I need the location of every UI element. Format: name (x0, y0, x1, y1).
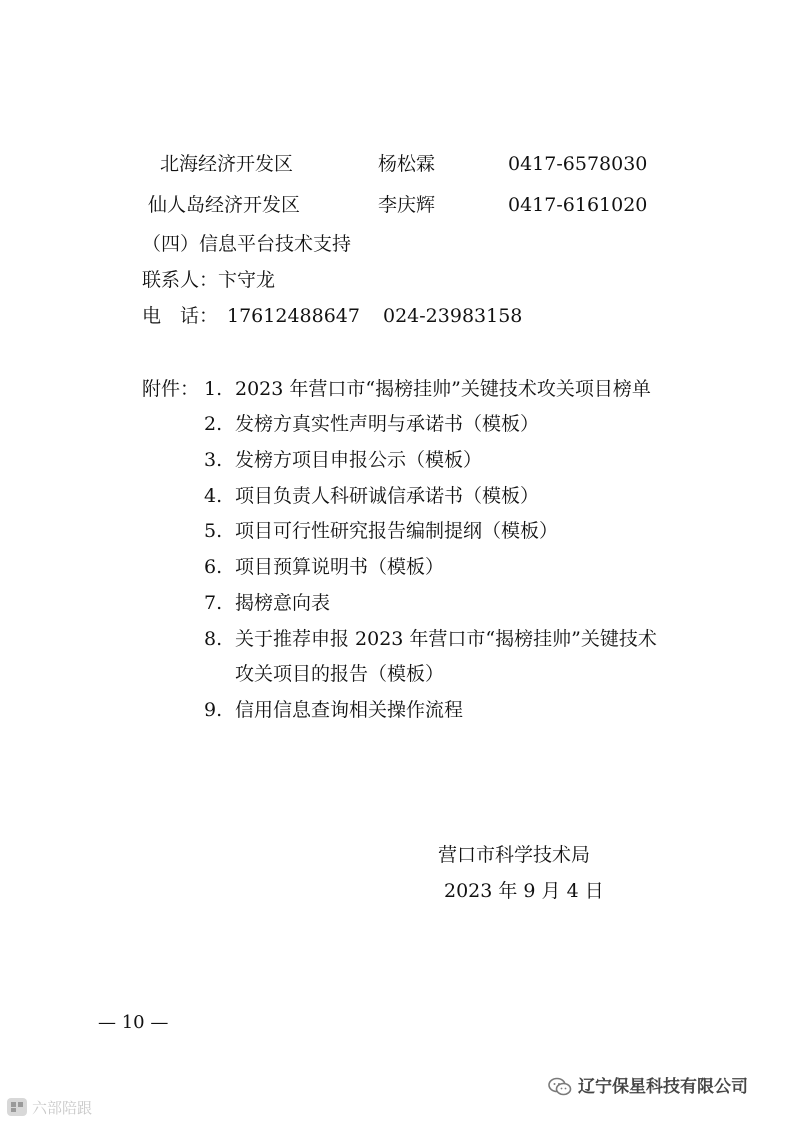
attachment-title-continued: 攻关项目的报告（模板） (235, 663, 445, 685)
contact-phone: 0417-6161020 (508, 194, 648, 216)
attachment-number: 8. (204, 628, 223, 650)
contact-zone: 仙人岛经济开发区 (148, 194, 301, 216)
attachment-number: 5. (204, 520, 223, 542)
attachment-title: 关于推荐申报 2023 年营口市“揭榜挂帅”关键技术 (235, 628, 657, 650)
attachment-number: 4. (204, 485, 223, 507)
contact-name: 杨松霖 (378, 153, 436, 175)
phone-mobile: 17612488647 (227, 305, 360, 327)
signature-date: 2023 年 9 月 4 日 (444, 880, 604, 902)
watermark-company: 辽宁保星科技有限公司 (578, 1077, 748, 1097)
phone-landline: 024-23983158 (383, 305, 523, 327)
attachment-title: 发榜方真实性声明与承诺书（模板） (235, 413, 540, 435)
attachment-title: 2023 年营口市“揭榜挂帅”关键技术攻关项目榜单 (235, 378, 651, 400)
qr-badge-icon (6, 1097, 28, 1117)
attachments-label: 附件： (142, 378, 200, 400)
phone-row (0, 304, 794, 328)
wechat-icon (548, 1076, 572, 1098)
attachment-title: 揭榜意向表 (235, 592, 331, 614)
attachment-title: 项目负责人科研诚信承诺书（模板） (235, 485, 540, 507)
contact-phone: 0417-6578030 (508, 153, 648, 175)
contact-name: 李庆辉 (378, 194, 436, 216)
attachment-title: 项目预算说明书（模板） (235, 556, 445, 578)
contact-person: 联系人：卞守龙 (142, 269, 276, 291)
contact-row (0, 193, 794, 217)
attachment-number: 9. (204, 699, 223, 721)
attachment-number: 3. (204, 449, 223, 471)
attachment-number: 2. (204, 413, 223, 435)
contact-zone: 北海经济开发区 (160, 153, 294, 175)
attachment-title: 信用信息查询相关操作流程 (235, 699, 464, 721)
attachment-title: 项目可行性研究报告编制提纲（模板） (235, 520, 559, 542)
phone-label: 电 话： (142, 305, 219, 327)
watermark-left: 六部陪跟 (32, 1099, 93, 1117)
attachment-title: 发榜方项目申报公示（模板） (235, 449, 483, 471)
attachment-number: 7. (204, 592, 223, 614)
attachment-number: 6. (204, 556, 223, 578)
contact-row (0, 152, 794, 176)
section-heading: （四）信息平台技术支持 (142, 233, 352, 255)
attachment-number: 1. (204, 378, 223, 400)
page-number: — 10 — (98, 1012, 169, 1033)
signature-org: 营口市科学技术局 (438, 844, 591, 866)
